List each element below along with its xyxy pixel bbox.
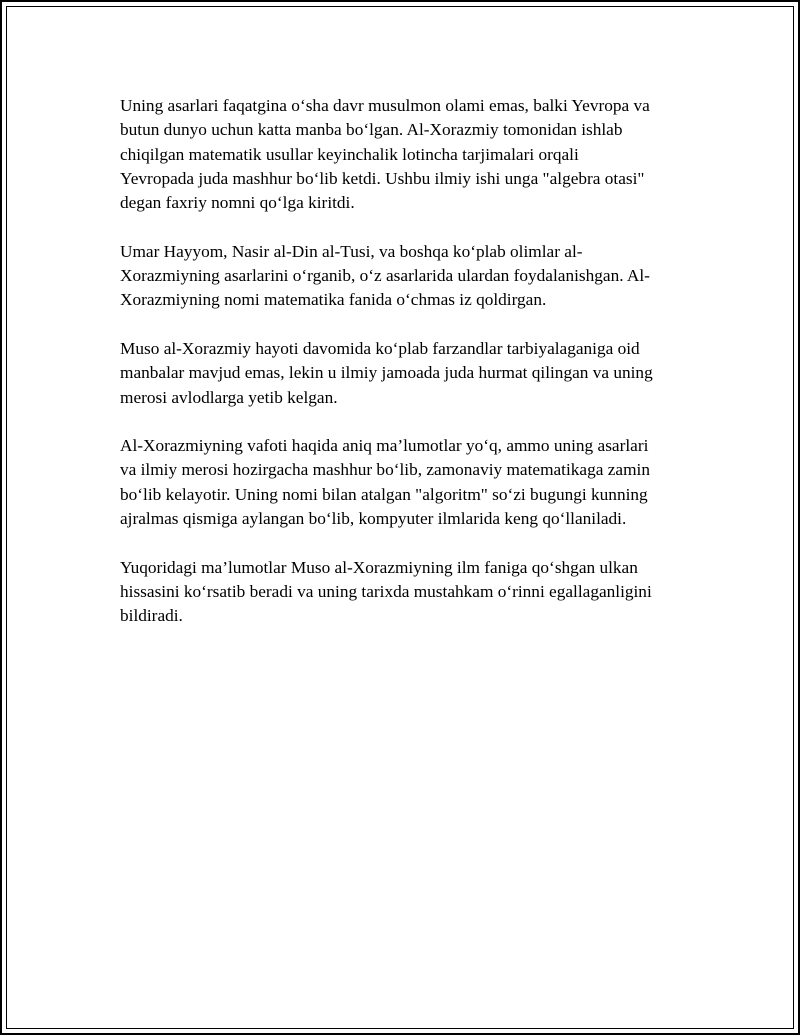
paragraph-5 (120, 556, 690, 629)
paragraph-line: Yuqoridagi ma’lumotlar Muso al-Xorazmiyning ilm faniga qo‘shgan ulkan (120, 557, 638, 577)
paragraph-line: Uning asarlari faqatgina o‘sha davr musulmon olami emas, balki Yevropa va (120, 96, 650, 115)
paragraph-line: Umar Hayyom, Nasir al-Din al-Tusi, va boshqa ko‘plab olimlar al- (120, 241, 583, 261)
paragraph-3 (120, 337, 690, 410)
paragraph-4 (120, 434, 690, 531)
paragraph-line: Muso al-Xorazmiy hayoti davomida ko‘plab farzandlar tarbiyalaganiga oid (120, 338, 640, 358)
paragraph-line: Xorazmiyning nomi matematika fanida o‘chmas iz qoldirgan. (120, 290, 547, 310)
paragraph-line: bo‘lib kelayotir. Uning nomi bilan atalgan "algoritm" so‘zi bugungi kunning (120, 484, 648, 504)
paragraph-2 (120, 240, 690, 313)
paragraph-line: Al-Xorazmiyning vafoti haqida aniq ma’lumotlar yo‘q, ammo uning asarlari (120, 436, 649, 456)
paragraph-line: ajralmas qismiga aylangan bo‘lib, kompyuter ilmlarida keng qo‘llaniladi. (120, 509, 627, 529)
paragraph-line: chiqilgan matematik usullar keyinchalik lotincha tarjimalari orqali (120, 144, 579, 164)
paragraph-line: va ilmiy merosi hozirgacha mashhur bo‘lib, zamonaviy matematikaga zamin (120, 460, 650, 480)
paragraph-line: bildiradi. (120, 606, 183, 626)
paragraph-line: hissasini ko‘rsatib beradi va uning tarixda mustahkam o‘rinni egallaganligini (120, 581, 652, 601)
paragraph-line: Xorazmiyning asarlarini o‘rganib, o‘z asarlarida ulardan foydalanishgan. Al- (120, 266, 650, 286)
paragraph-line: degan faxriy nomni qo‘lga kiritdi. (120, 193, 355, 213)
paragraph-line: Yevropada juda mashhur bo‘lib ketdi. Ushbu ilmiy ishi unga "algebra otasi" (120, 168, 645, 188)
paragraph-1 (120, 94, 690, 215)
document-body (120, 94, 690, 653)
paragraph-line: manbalar mavjud emas, lekin u ilmiy jamoada juda hurmat qilingan va uning (120, 363, 653, 383)
paragraph-line: butun dunyo uchun katta manba bo‘lgan. Al-Xorazmiy tomonidan ishlab (120, 120, 623, 140)
paragraph-line: merosi avlodlarga yetib kelgan. (120, 387, 338, 407)
